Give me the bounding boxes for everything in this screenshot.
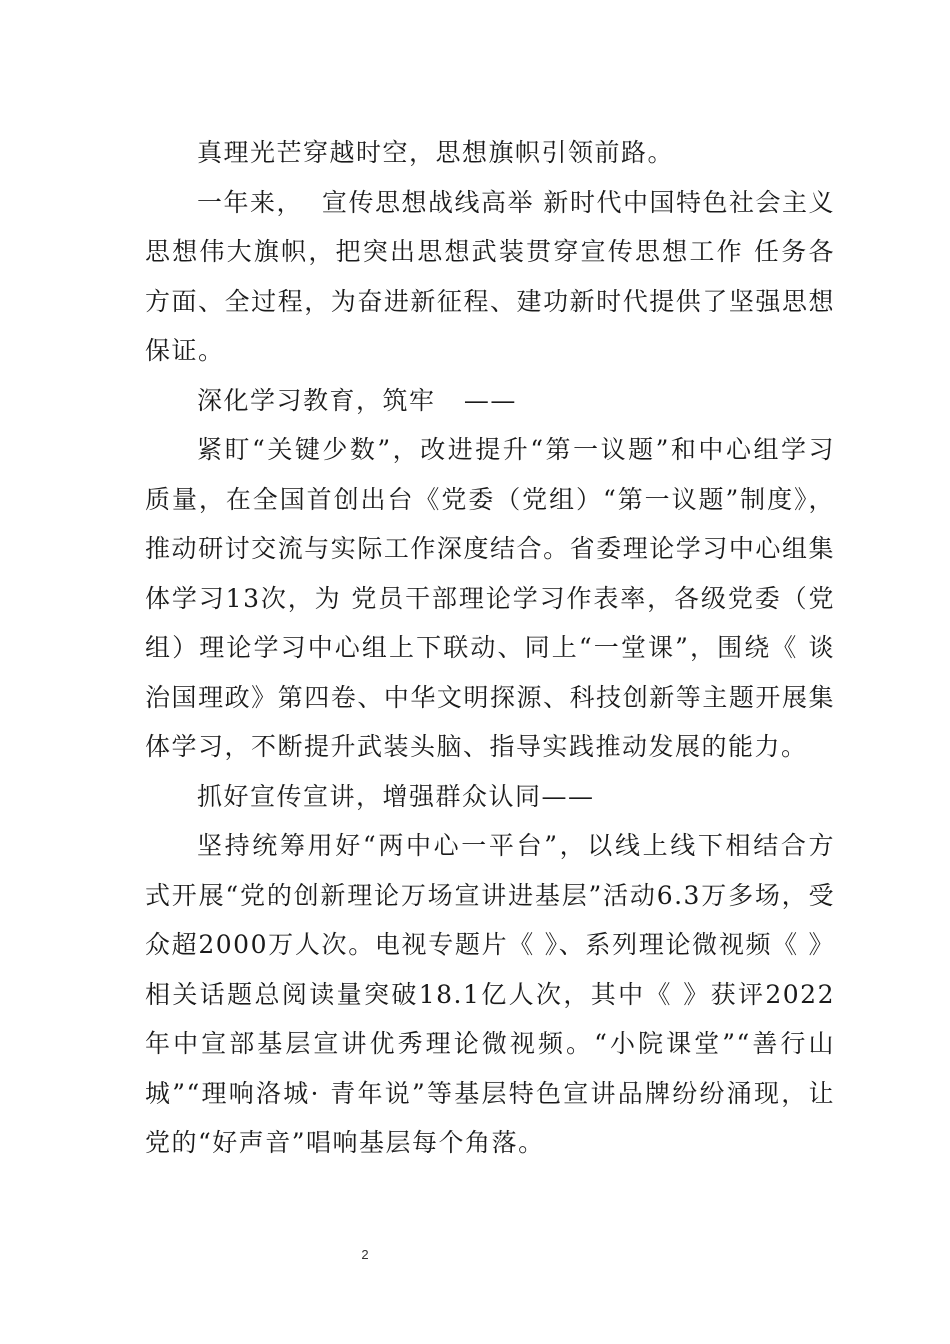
section-heading-study: 深化学习教育，筑牢 —— — [197, 385, 517, 415]
page-number: 2 — [361, 1247, 369, 1262]
document-body — [145, 128, 835, 1168]
paragraph-publicity: 坚持统筹用好“两中心一平台”，以线上线下相结合方式开展“党的创新理论万场宣讲进基层”活动6.3万多场，受众超2000万人次。电视专题片《 》、系列理论微视频《 》相关话题总阅读量突破18.1亿人次，其中《 》获评2022年中宣部基层宣讲优秀理论微视频。“小院课堂”“善行山城”“理响洛城· 青年说”等基层特色宣讲品牌纷纷涌现，让党的“好声音”唱响基层每个角落。 — [145, 831, 835, 1157]
section-heading-publicity: 抓好宣传宣讲，增强群众认同—— — [197, 781, 595, 811]
paragraph-summary: 一年来， 宣传思想战线高举 新时代中国特色社会主义思想伟大旗帜，把突出思想武装贯穿宣传思想工作 任务各方面、全过程，为奋进新征程、建功新时代提供了坚强思想保证。 — [145, 187, 835, 365]
paragraph-study: 紧盯“关键少数”，改进提升“第一议题”和中心组学习质量，在全国首创出台《党委（党组）“第一议题”制度》，推动研讨交流与实际工作深度结合。省委理论学习中心组集体学习13次，为 党员干部理论学习作表率，各级党委（党组）理论学习中心组上下联动、同上“一堂课”，围绕《 谈治国理政》第四卷、中华文明探源、科技创新等主题开展集体学习，不断提升武装头脑、指导实践推动发展的能力。 — [145, 435, 835, 761]
paragraph-intro: 真理光芒穿越时空，思想旗帜引领前路。 — [197, 138, 675, 167]
